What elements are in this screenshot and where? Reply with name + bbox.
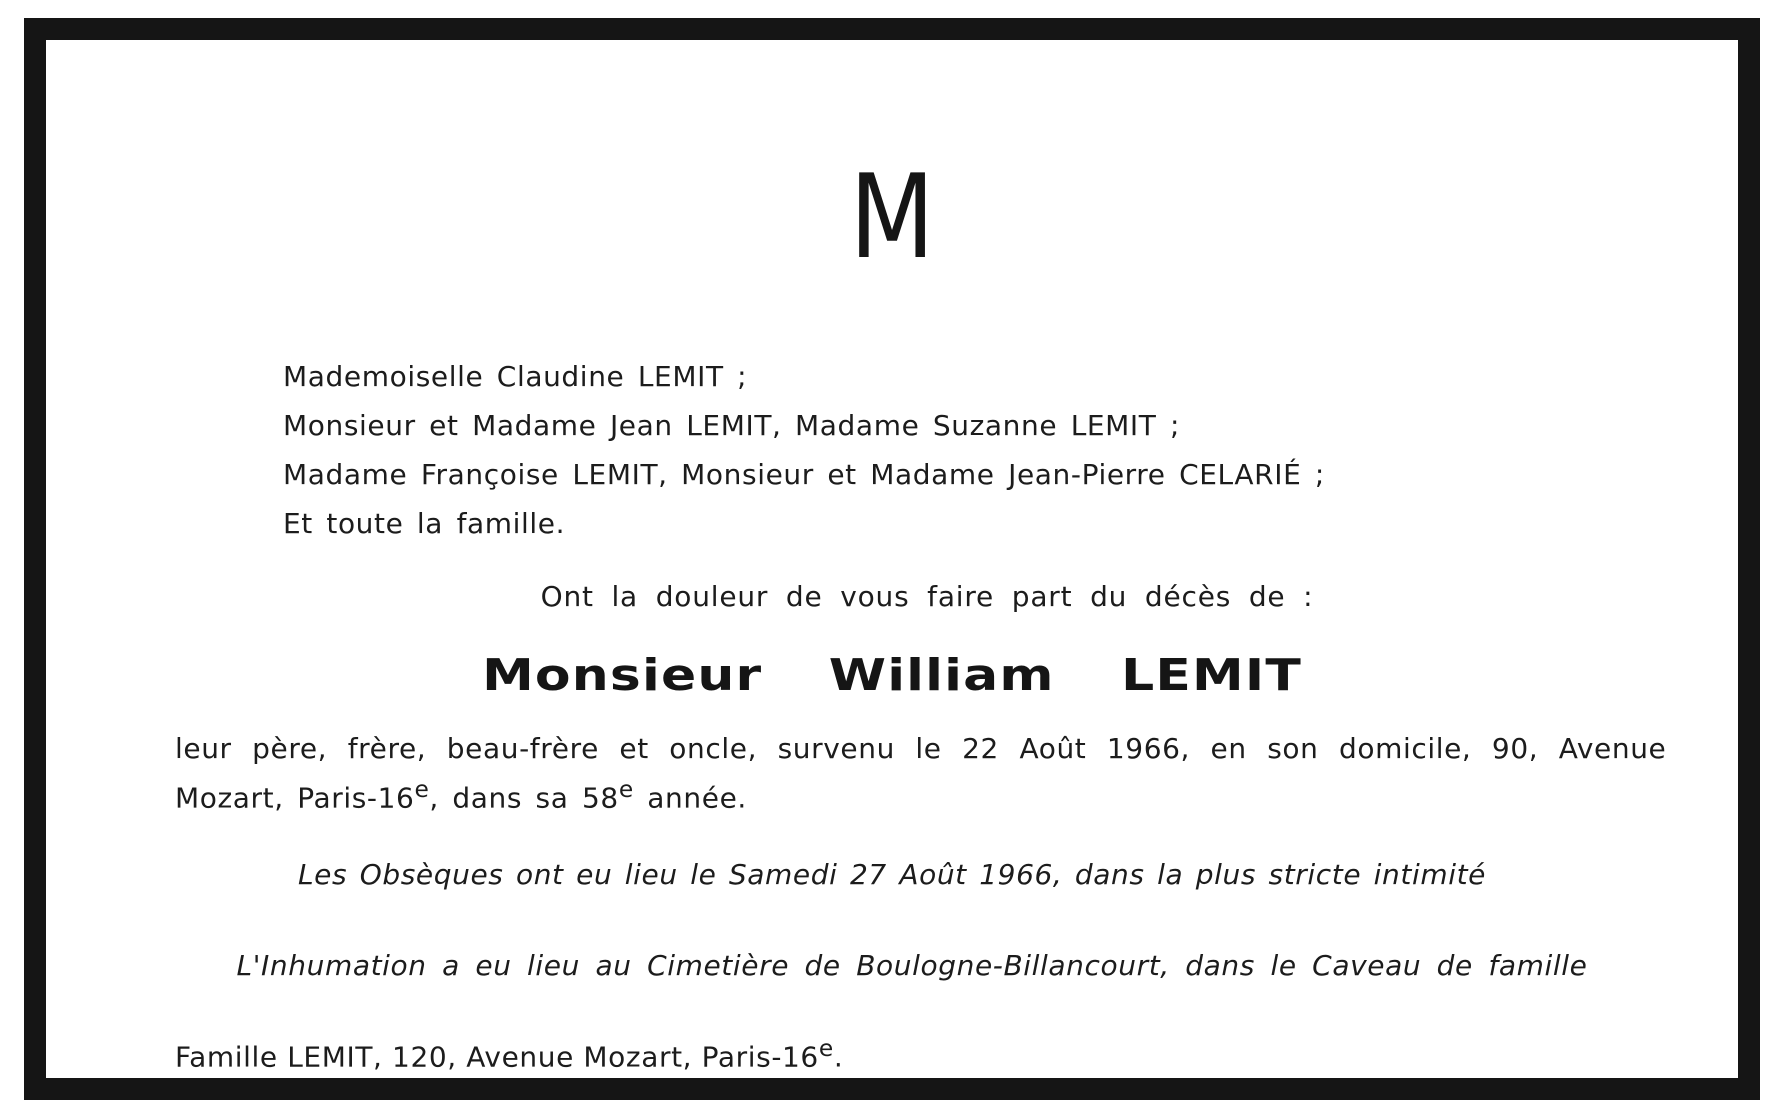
mourning-card xyxy=(24,18,1760,1100)
details-text-c: année. xyxy=(633,781,747,815)
death-details-line-2 xyxy=(175,769,1675,818)
family-address-text: Famille LEMIT, 120, Avenue Mozart, Paris-16 xyxy=(175,1040,819,1074)
details-text-b: , dans sa 58 xyxy=(429,781,619,815)
family-list xyxy=(283,352,1325,548)
announcement-intro-text: Ont la douleur de vous faire part du décès de : xyxy=(540,580,1314,613)
burial-notice: L'Inhumation a eu lieu au Cimetière de Boulogne-Billancourt, dans le Caveau de famille xyxy=(236,949,1588,982)
deceased-name: Monsieur William LEMIT xyxy=(482,650,1302,701)
details-text-a: Mozart, Paris-16 xyxy=(175,781,415,815)
death-details-line-1: leur père, frère, beau-frère et oncle, survenu le 22 Août 1966, en son domicile, 90, Avenue xyxy=(175,732,1667,765)
family-line-1: Mademoiselle Claudine LEMIT ; xyxy=(283,360,748,393)
address-end: . xyxy=(833,1040,844,1074)
family-line-3: Madame Françoise LEMIT, Monsieur et Madame Jean-Pierre CELARIÉ ; xyxy=(283,458,1325,491)
family-line-4: Et toute la famille. xyxy=(283,507,566,540)
announcement-intro xyxy=(46,580,1738,613)
card-initial: M xyxy=(849,150,935,285)
death-details xyxy=(175,728,1675,818)
funeral-notice: Les Obsèques ont eu lieu le Samedi 27 Août 1966, dans la plus stricte intimité xyxy=(297,858,1487,891)
address-superscript: e xyxy=(818,1034,834,1062)
family-line-2: Monsieur et Madame Jean LEMIT, Madame Suzanne LEMIT ; xyxy=(283,409,1181,442)
family-address xyxy=(175,1034,843,1073)
details-superscript-1: e xyxy=(414,775,430,803)
details-superscript-2: e xyxy=(618,775,634,803)
